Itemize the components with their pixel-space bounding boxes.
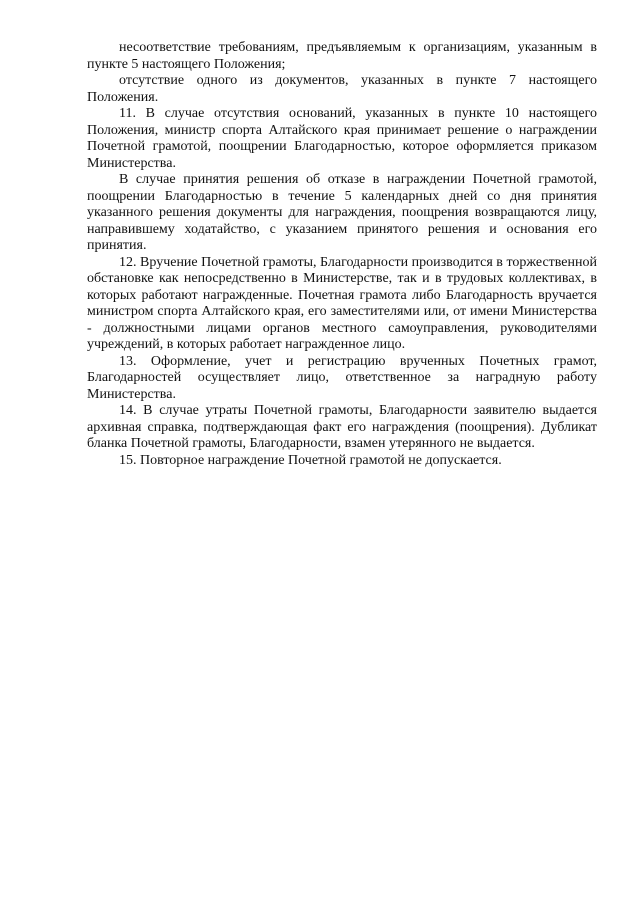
paragraph-item-11: 11. В случае отсутствия оснований, указанных в пункте 10 настоящего Положения, министр спорта Алтайского края принимает решение о награждении Почетной грамотой, поощрении Благодарностью, которое оформляется приказом Министерства. [87, 106, 597, 171]
paragraph-item-12: 12. Вручение Почетной грамоты, Благодарности производится в торжественной обстановке как непосредственно в Министерстве, так и в трудовых коллективах, в которых работают награжденные. Почетная грамота либо Благодарность вручается министром спорта Алтайского края, его заместителями или, от имени Министерства - должностными лицами органов местного самоуправления, руководителями учреждений, в которых работает награжденное лицо. [87, 254, 597, 352]
document-body [87, 40, 597, 469]
paragraph-item-15: 15. Повторное награждение Почетной грамотой не допускается. [119, 452, 502, 468]
paragraph-noncompliance: несоответствие требованиям, предъявляемым к организациям, указанным в пункте 5 настоящего Положения; [87, 40, 597, 72]
paragraph-refusal: В случае принятия решения об отказе в награждении Почетной грамотой, поощрении Благодарностью в течение 5 календарных дней со дня принятия указанного решения документы для награждения, поощрения возвращаются лицу, направившему ходатайство, с указанием принятого решения и основания его принятия. [87, 172, 597, 253]
paragraph-missing-document: отсутствие одного из документов, указанных в пункте 7 настоящего Положения. [87, 73, 597, 105]
paragraph-item-14: 14. В случае утраты Почетной грамоты, Благодарности заявителю выдается архивная справка, подтверждающая факт его награждения (поощрения). Дубликат бланка Почетной грамоты, Благодарности, взамен утерянного не выдается. [87, 403, 597, 451]
paragraph-item-13: 13. Оформление, учет и регистрацию врученных Почетных грамот, Благодарностей осуществляет лицо, ответственное за наградную работу Министерства. [87, 353, 597, 402]
